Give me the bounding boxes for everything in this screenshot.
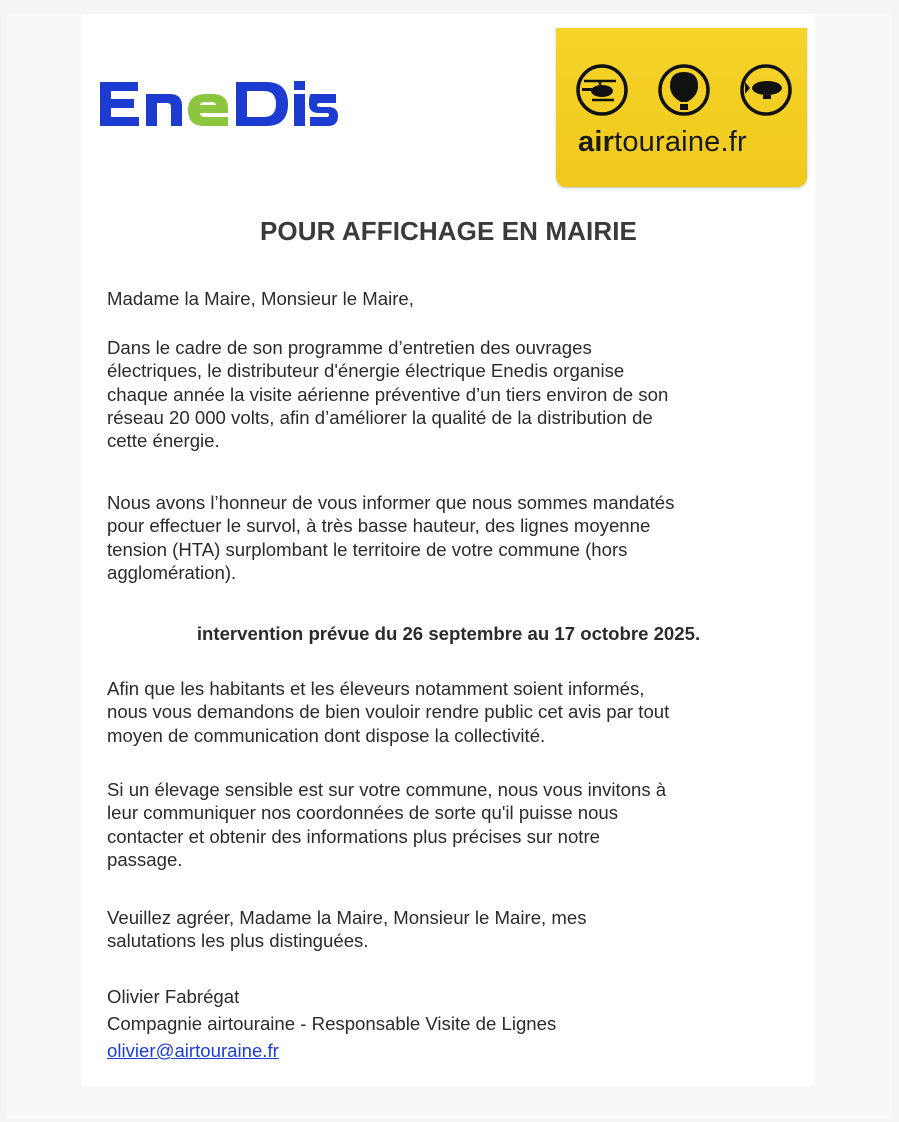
airtouraine-wordmark: airtouraine.fr [578,126,747,158]
paragraph-information: Afin que les habitants et les éleveurs notamment soient informés, nous vous demandons de bien vouloir rendre public cet avis par tout moyen de communication dont dispose la collectivité. [107,678,670,746]
intervention-dates: intervention prévue du 26 septembre au 17 octobre 2025. [196,623,701,644]
salutation: Madame la Maire, Monsieur le Maire, [107,288,414,309]
paragraph-elevage: Si un élevage sensible est sur votre commune, nous vous invitons à leur communiquer nos coordonnées de sorte qu'il puisse nous contacter et obtenir des informations plus précises sur notre passage. [107,779,667,870]
paragraph-program: Dans le cadre de son programme d’entretien des ouvrages électriques, le distributeur d'énergie électrique Enedis organise chaque année la visite aérienne préventive d’un tiers environ de son réseau 20 000 volts, afin d’améliorer la qualité de la distribution de cette énergie. [107,337,669,452]
airship-icon [742,66,790,114]
airtouraine-icons [574,62,794,118]
signature-name: Olivier Fabrégat [107,986,240,1007]
hot-air-balloon-icon [660,66,708,114]
helicopter-icon [578,66,626,114]
paragraph-survol: Nous avons l’honneur de vous informer que nous sommes mandatés pour effectuer le survol, à très basse hauteur, des lignes moyenne tension (HTA) surplombant le territoire de votre commune (hors agglomération). [107,492,675,583]
enedis-logo [98,76,338,132]
signature-role: Compagnie airtouraine - Responsable Visite de Lignes [107,1013,557,1034]
document-title: POUR AFFICHAGE EN MAIRIE [259,216,637,246]
closing: Veuillez agréer, Madame la Maire, Monsieur le Maire, mes salutations les plus distinguées. [107,907,587,952]
airtouraine-logo [556,28,807,187]
signature-email-link[interactable]: olivier@airtouraine.fr [107,1040,279,1061]
